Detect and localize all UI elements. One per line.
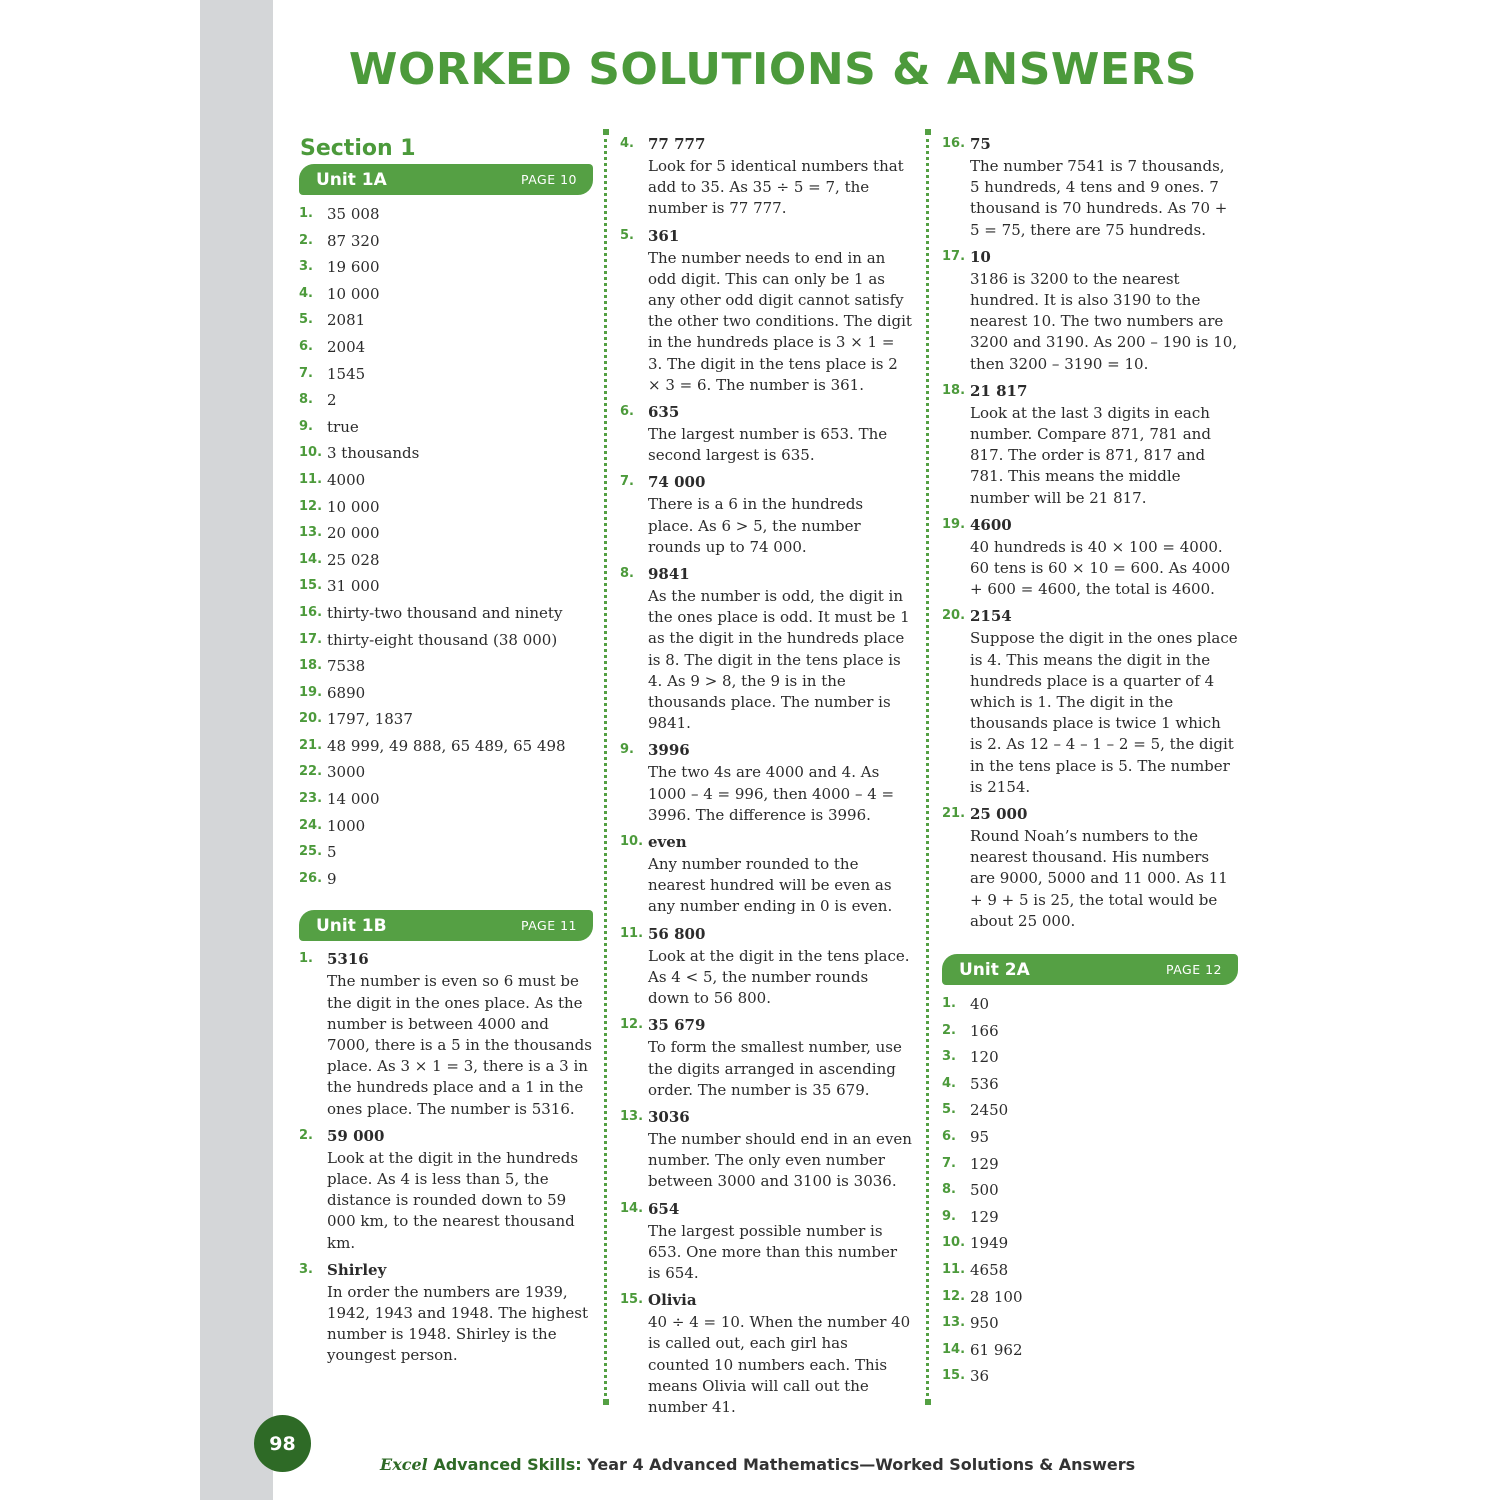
answer-value: 536 [970,1074,999,1093]
answer-number: 17. [942,248,966,264]
answer-number: 1. [299,951,313,967]
solution-item [620,132,912,220]
answer-number: 13. [299,525,323,541]
answer-value: 120 [970,1048,999,1067]
answer-number: 2. [299,232,313,248]
answer-value: 129 [970,1154,999,1173]
solution-item [299,1124,593,1254]
solution-text: 3186 is 3200 to the nearest hundred. It is also 3190 to the nearest 10. The two numbers are 3200 and 3190. As 200 – 190 is 10, then 3200 – 3190 = 10. [970,269,1238,373]
answer-number: 15. [299,578,323,594]
answer-value: 48 999, 49 888, 65 489, 65 498 [327,736,566,755]
answer-number: 12. [942,1288,966,1304]
unit-name: Unit 1A [316,169,387,190]
solution-text: 40 ÷ 4 = 10. When the number 40 is called out, each girl has counted 10 numbers each. This means Olivia will call out the number 41. [648,1313,911,1416]
answer-item [299,839,593,866]
solution-item [620,738,912,826]
answer-number: 7. [620,474,634,490]
answer-value: 6890 [327,683,366,702]
answer-number: 23. [299,791,323,807]
answer-item [299,547,593,574]
answer-value: 3000 [327,763,366,782]
answer-value: 635 [648,403,680,422]
answer-number: 21. [299,737,323,753]
answer-value: 166 [970,1021,999,1040]
solution-item [942,245,1238,375]
spacer [942,936,1238,954]
solution-item [620,1105,912,1193]
answer-item [942,1018,1238,1045]
solution-text: The largest possible number is 653. One more than this number is 654. [648,1221,898,1282]
side-margin-strip [200,0,273,1500]
answer-item [942,1097,1238,1124]
solution-text: The two 4s are 4000 and 4. As 1000 – 4 = 996, then 4000 – 4 = 3996. The difference is 3996. [648,763,895,824]
answer-item [942,1284,1238,1311]
answer-number: 17. [299,631,323,647]
answer-value: true [327,417,359,436]
answer-number: 6. [620,404,634,420]
answer-value: 4658 [970,1261,1009,1280]
solution-text: The number is even so 6 must be the digit in the ones place. As the number is between 4000 and 7000, there is a 5 in the thousands place. As 3 × 1 = 3, there is a 3 in the hundreds place and a 1 in the ones place. The number is 5316. [327,972,592,1118]
answer-value: 10 000 [327,284,380,303]
answer-number: 26. [299,870,323,886]
solution-text: Look at the last 3 digits in each number. Compare 871, 781 and 817. The order is 871, 817 and 781. This means the middle number will be 21 817. [970,403,1211,507]
answer-item [942,1071,1238,1098]
unit-2a-banner [942,954,1238,985]
column-1 [299,132,593,1371]
answer-value: 35 679 [648,1016,706,1035]
answer-item [299,653,593,680]
answer-number: 16. [299,604,323,620]
answer-value: 129 [970,1207,999,1226]
answer-number: 5. [942,1102,956,1118]
unit-page-ref: PAGE 10 [520,172,577,187]
answer-value: 9 [327,869,337,888]
answer-number: 22. [299,764,323,780]
page-number-badge [254,1415,311,1472]
answer-item [299,201,593,228]
answer-value: 5 [327,843,337,862]
solution-item [942,513,1238,601]
unit-name: Unit 1B [316,915,387,936]
solution-text: The largest number is 653. The second largest is 635. [648,425,888,465]
solution-item [942,604,1238,798]
answer-item [942,1044,1238,1071]
answer-value: 950 [970,1314,999,1333]
answer-item [299,759,593,786]
solution-text: Suppose the digit in the ones place is 4. This means the digit in the hundreds place is a quarter of 4 which is 1. The digit in the thousands place is twice 1 which is 2. As 12 – 4 – 1 – 2 = 5, the digit in the tens place is 5. The number is 2154. [970,629,1238,796]
answer-item [299,228,593,255]
answer-value: 4600 [970,515,1012,534]
answer-item [299,494,593,521]
answer-number: 2. [942,1022,956,1038]
column-divider [926,132,929,1402]
solution-item [299,1258,593,1367]
answer-value: 9841 [648,565,690,584]
answer-number: 25. [299,844,323,860]
column-3 [942,132,1238,1390]
answer-number: 15. [620,1292,644,1308]
answer-item [299,706,593,733]
solution-text: As the number is odd, the digit in the ones place is odd. It must be 1 as the digit in the hundreds place is 8. The digit in the tens place is 4. As 9 > 8, the 9 is in the thousands place. The number is 9841. [648,587,910,733]
answer-number: 10. [620,834,644,850]
unit-2a-answer-list [942,991,1238,1390]
answer-value: 2154 [970,607,1012,626]
answer-number: 5. [620,227,634,243]
column-divider [604,132,607,1402]
page-number: 98 [269,1432,296,1455]
answer-value: 25 028 [327,550,380,569]
answer-value: 21 817 [970,381,1028,400]
answer-item [299,414,593,441]
answer-value: 40 [970,995,990,1014]
solution-text: Look for 5 identical numbers that add to 35. As 35 ÷ 5 = 7, the number is 77 777. [648,157,904,218]
section-title: Section 1 [300,136,416,161]
answer-number: 4. [620,136,634,151]
answer-value: 4000 [327,470,366,489]
answer-item [299,813,593,840]
column-2 [620,132,912,1422]
answer-number: 7. [299,365,313,381]
answer-number: 15. [942,1368,966,1384]
answer-item [299,254,593,281]
answer-value: 87 320 [327,231,380,250]
answer-number: 11. [942,1262,966,1278]
answer-number: 3. [299,259,313,275]
answer-value: 56 800 [648,924,706,943]
answer-number: 10. [299,445,323,461]
unit-page-ref: PAGE 12 [1165,962,1222,978]
spacer [299,892,593,910]
answer-item [299,307,593,334]
answer-value: 74 000 [648,473,706,492]
answer-number: 1. [299,206,313,221]
answer-value: 2004 [327,337,366,356]
solution-text: Look at the digit in the tens place. As 4 < 5, the number rounds down to 56 800. [648,946,910,1008]
unit-1b-banner [299,910,593,941]
solution-text: 40 hundreds is 40 × 100 = 4000. 60 tens is 60 × 10 = 600. As 4000 + 600 = 4600, the total is 4600. [970,537,1231,599]
solution-text: There is a 6 in the hundreds place. As 6 > 5, the number rounds up to 74 000. [648,495,864,556]
answer-item [299,786,593,813]
answer-value: 2081 [327,311,366,330]
answer-number: 11. [620,925,644,941]
answer-number: 8. [620,566,634,582]
answer-item [942,1151,1238,1178]
answer-value: 5316 [327,950,369,969]
answer-value: 10 000 [327,497,380,516]
answer-number: 7. [942,1155,956,1171]
solution-item [620,562,912,734]
solution-item [620,1013,912,1101]
answer-item [942,1204,1238,1231]
answer-value: 61 962 [970,1340,1023,1359]
answer-value: even [648,833,687,852]
solution-text: The number needs to end in an odd digit. This can only be 1 as any other odd digit cannot satisfy the other two conditions. The digit in the hundreds place is 3 × 1 = 3. The digit in the tens place is 2 × 3 = 6. The number is 361. [648,248,912,394]
answer-item [942,991,1238,1018]
answer-value: 2450 [970,1101,1009,1120]
page-title: WORKED SOLUTIONS & ANSWERS [348,44,1198,95]
answer-value: thirty-two thousand and ninety [327,603,563,622]
answer-item [299,520,593,547]
solution-text: To form the smallest number, use the digits arranged in ascending order. The number is 35 679. [648,1038,902,1099]
answer-value: 2 [327,391,337,410]
answer-value: 654 [648,1199,680,1218]
answer-number: 4. [942,1075,956,1091]
footer-book-title: Year 4 Advanced Mathematics—Worked Solutions & Answers [587,1455,1136,1474]
unit-1a-banner [299,164,593,195]
answer-item [299,680,593,707]
answer-number: 13. [620,1108,644,1124]
footer-brand: Excel [380,1455,428,1474]
answer-value: 7538 [327,657,366,676]
unit-1b-solution-list [299,947,593,1366]
answer-value: 14 000 [327,790,380,809]
solution-item [942,802,1238,932]
answer-value: 75 [970,135,991,153]
answer-value: 3996 [648,741,690,760]
solution-item [620,470,912,558]
solution-text: The number should end in an even number. The only even number between 3000 and 3100 is 3036. [648,1129,912,1191]
answer-value: 31 000 [327,577,380,596]
answer-number: 8. [942,1182,956,1198]
answer-value: 3 thousands [327,444,420,463]
answer-item [299,387,593,414]
answer-number: 4. [299,285,313,301]
solution-item [620,922,912,1010]
answer-value: 10 [970,247,991,266]
answer-item [299,361,593,388]
answer-value: 1797, 1837 [327,710,413,729]
solution-text: Look at the digit in the hundreds place. As 4 is less than 5, the distance is rounded down to 59 000 km, to the nearest thousand km. [327,1148,579,1252]
solution-item [620,830,912,918]
answer-number: 11. [299,471,323,487]
answer-value: Shirley [327,1260,387,1279]
answer-item [299,627,593,654]
answer-number: 6. [942,1129,956,1145]
answer-number: 19. [942,516,966,532]
answer-item [299,866,593,893]
footer-series: Advanced Skills: [433,1455,582,1474]
answer-value: 1000 [327,816,366,835]
answer-item [942,1124,1238,1151]
answer-value: 1949 [970,1234,1009,1253]
answer-number: 14. [942,1341,966,1357]
answer-number: 9. [620,742,634,758]
solution-item [620,224,912,396]
answer-item [299,281,593,308]
answer-number: 8. [299,392,313,408]
solution-text: In order the numbers are 1939, 1942, 1943 and 1948. The highest number is 1948. Shirley is the youngest person. [327,1282,588,1365]
answer-number: 12. [299,498,323,514]
answer-item [299,600,593,627]
answer-item [942,1177,1238,1204]
answer-item [942,1337,1238,1364]
solution-text: Round Noah’s numbers to the nearest thousand. His numbers are 9000, 5000 and 11 000. As 11 + 9 + 5 is 25, the total would be about 25 000. [970,827,1228,930]
answer-value: Olivia [648,1291,697,1310]
answer-value: 500 [970,1181,999,1200]
answer-value: 36 [970,1367,990,1386]
answer-number: 6. [299,338,313,354]
answer-number: 1. [942,996,956,1012]
answer-item [299,440,593,467]
answer-item [942,1257,1238,1284]
answer-number: 18. [942,382,966,398]
answer-number: 3. [299,1261,313,1277]
solution-text: The number 7541 is 7 thousands, 5 hundreds, 4 tens and 9 ones. 7 thousand is 70 hundreds. As 70 + 5 = 75, there are 75 hundreds. [970,157,1228,239]
solution-item [942,379,1238,509]
answer-number: 9. [942,1208,956,1224]
solution-item [620,1197,912,1285]
answer-number: 19. [299,684,323,700]
answer-number: 5. [299,312,313,328]
answer-number: 24. [299,817,323,833]
answer-number: 20. [942,608,966,624]
answer-item [942,1230,1238,1257]
answer-value: 3036 [648,1107,690,1126]
answer-number: 14. [620,1200,644,1216]
answer-value: 19 600 [327,258,380,277]
answer-value: thirty-eight thousand (38 000) [327,630,558,649]
answer-item [942,1310,1238,1337]
answer-value: 1545 [327,364,366,383]
answer-value: 59 000 [327,1126,385,1145]
answer-value: 95 [970,1128,990,1147]
answer-value: 35 008 [327,205,380,223]
answer-value: 25 000 [970,805,1028,824]
answer-number: 20. [299,711,323,727]
answer-number: 21. [942,806,966,822]
solution-item [620,400,912,466]
solution-item [620,1288,912,1418]
answer-number: 2. [299,1127,313,1143]
answer-number: 16. [942,136,966,151]
answer-item [299,733,593,760]
answer-number: 14. [299,551,323,567]
answer-item [299,334,593,361]
answer-value: 20 000 [327,524,380,543]
answer-item [942,1363,1238,1390]
solution-item [942,132,1238,241]
answer-number: 13. [942,1315,966,1331]
solution-text: Any number rounded to the nearest hundred will be even as any number ending in 0 is even. [648,855,893,916]
answer-item [299,573,593,600]
unit-name: Unit 2A [959,959,1030,980]
answer-value: 77 777 [648,135,706,153]
answer-value: 361 [648,226,680,245]
answer-number: 3. [942,1049,956,1065]
answer-number: 12. [620,1017,644,1033]
answer-number: 10. [942,1235,966,1251]
footer-running-title [380,1455,1135,1474]
answer-number: 9. [299,418,313,434]
unit-page-ref: PAGE 11 [520,918,577,934]
unit-1a-answer-list [299,201,593,892]
answer-value: 28 100 [970,1287,1023,1306]
answer-number: 18. [299,658,323,674]
solution-item [299,947,593,1119]
answer-item [299,467,593,494]
